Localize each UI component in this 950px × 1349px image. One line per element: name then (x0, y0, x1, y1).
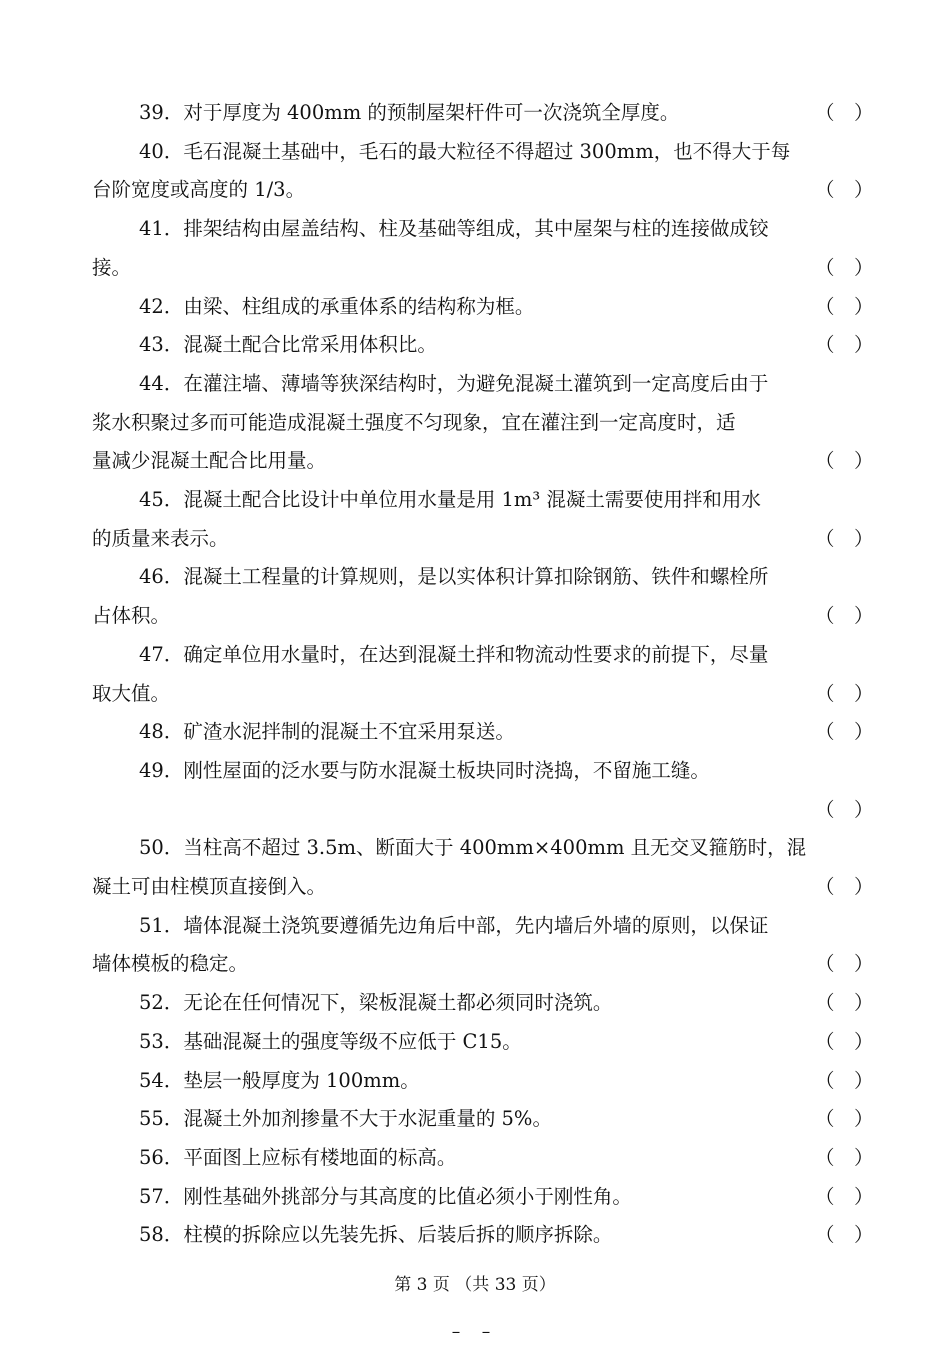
question-text: 57．刚性基础外挑部分与其高度的比值必须小于刚性角。 (139, 1184, 632, 1208)
answer-blank[interactable]: （ ） (815, 1145, 874, 1169)
question-text: 39．对于厚度为 400mm 的预制屋架杆件可一次浇筑全厚度。 (139, 101, 680, 124)
question-text: 56．平面图上应标有楼地面的标高。 (139, 1145, 457, 1169)
question-text: 49．刚性屋面的泛水要与防水混凝土板块同时浇捣，不留施工缝。 (139, 758, 710, 782)
question-text: 52．无论在任何情况下，梁板混凝土都必须同时浇筑。 (139, 991, 613, 1015)
answer-blank[interactable]: （ ） (815, 101, 874, 124)
answer-blank[interactable]: （ ） (815, 952, 874, 976)
question-text-continued: 接。 (92, 255, 132, 279)
answer-blank[interactable]: （ ） (815, 720, 874, 744)
question-text: 47．确定单位用水量时，在达到混凝土拌和物流动性要求的前提下，尽量 (139, 642, 769, 666)
question-text-continued: 台阶宽度或高度的 1/3。 (92, 178, 306, 202)
question-text: 55．混凝土外加剂掺量不大于水泥重量的 5%。 (139, 1107, 552, 1131)
question-text-continued: 墙体模板的稳定。 (92, 952, 249, 976)
question-text-continued: 量减少混凝土配合比用量。 (92, 449, 327, 473)
page-marks: – – (451, 1322, 499, 1342)
answer-blank[interactable]: （ ） (815, 604, 874, 628)
answer-blank[interactable]: （ ） (815, 255, 874, 279)
answer-blank[interactable]: （ ） (815, 526, 874, 550)
answer-blank[interactable]: （ ） (815, 681, 874, 705)
question-text: 51．墙体混凝土浇筑要遵循先边角后中部，先内墙后外墙的原则，以保证 (139, 913, 769, 937)
question-text: 40．毛石混凝土基础中，毛石的最大粒径不得超过 300mm，也不得大于每 (139, 139, 791, 163)
answer-blank[interactable]: （ ） (815, 1107, 874, 1131)
question-text: 42．由梁、柱组成的承重体系的结构称为框。 (139, 294, 535, 318)
page-number: 第 3 页 （共 33 页） (394, 1275, 556, 1295)
answer-blank[interactable]: （ ） (815, 797, 874, 821)
question-text: 46．混凝土工程量的计算规则，是以实体积计算扣除钢筋、铁件和螺栓所 (139, 565, 769, 589)
question-text: 45．混凝土配合比设计中单位用水量是用 1m³ 混凝土需要使用拌和用水 (139, 488, 761, 511)
answer-blank[interactable]: （ ） (815, 294, 874, 318)
question-text-continued: 凝土可由柱模顶直接倒入。 (92, 875, 327, 898)
question-text: 44．在灌注墙、薄墙等狭深结构时，为避免混凝土灌筑到一定高度后由于 (139, 371, 769, 395)
question-text: 53．基础混凝土的强度等级不应低于 C15。 (139, 1029, 522, 1053)
answer-blank[interactable]: （ ） (815, 1068, 874, 1092)
answer-blank[interactable]: （ ） (815, 875, 874, 898)
answer-blank[interactable]: （ ） (815, 991, 874, 1015)
question-text-continued: 占体积。 (92, 604, 171, 628)
question-text-continued (92, 791, 874, 829)
question-text: 50．当柱高不超过 3.5m、断面大于 400mm×400mm 且无交叉箍筋时，混 (139, 836, 807, 860)
question-text: 58．柱模的拆除应以先装先拆、后装后拆的顺序拆除。 (139, 1223, 613, 1247)
question-text-continued: 取大值。 (92, 681, 171, 705)
question-text: 54．垫层一般厚度为 100mm。 (139, 1068, 420, 1092)
question-text-continued: 浆水积聚过多而可能造成混凝土强度不匀现象，宜在灌注到一定高度时，适 (92, 410, 736, 434)
answer-blank[interactable]: （ ） (815, 1184, 874, 1208)
question-text: 48．矿渣水泥拌制的混凝土不宜采用泵送。 (139, 720, 515, 744)
answer-blank[interactable]: （ ） (815, 178, 874, 202)
answer-blank[interactable]: （ ） (815, 1029, 874, 1053)
answer-blank[interactable]: （ ） (815, 333, 874, 357)
question-text: 41．排架结构由屋盖结构、柱及基础等组成，其中屋架与柱的连接做成铰 (139, 217, 769, 241)
answer-blank[interactable]: （ ） (815, 449, 874, 473)
question-text-continued: 的质量来表示。 (92, 526, 229, 550)
question-text: 43．混凝土配合比常采用体积比。 (139, 333, 437, 357)
answer-blank[interactable]: （ ） (815, 1223, 874, 1247)
